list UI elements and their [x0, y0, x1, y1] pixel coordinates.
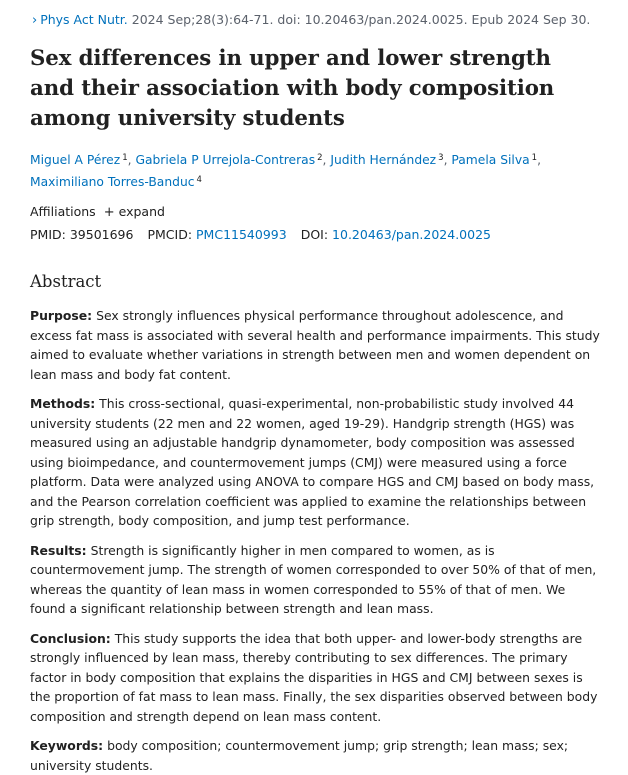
purpose-text: Sex strongly influences physical performance throughout adolescence, and excess fat mass is associated with several health and performance impairments. This study aimed to evaluate whether variations in strength between men and women dependent on lean mass and body fat content.	[30, 308, 600, 382]
expand-affiliations-button[interactable]	[104, 204, 165, 219]
identifiers-row	[30, 225, 602, 245]
pmcid-link[interactable]: PMC11540993	[196, 227, 287, 242]
author-link[interactable]: Gabriela P Urrejola-Contreras	[135, 153, 316, 167]
journal-link[interactable]: Phys Act Nutr.	[40, 12, 128, 27]
author-affiliation-number[interactable]: 1	[531, 153, 538, 163]
methods-label: Methods:	[30, 396, 96, 411]
results-label: Results:	[30, 542, 87, 558]
citation-doi[interactable]: 10.20463/pan.2024.0025	[304, 12, 464, 27]
citation-epub: . Epub 2024 Sep 30.	[463, 12, 591, 27]
abstract-conclusion	[30, 629, 604, 727]
doi-label: DOI:	[300, 227, 329, 242]
author-5	[30, 175, 202, 189]
conclusion-label: Conclusion:	[30, 630, 111, 646]
expand-label: expand	[118, 204, 165, 219]
abstract-methods	[30, 394, 604, 531]
author-4: Pamela Silva $^1$,	[451, 153, 542, 167]
chevron-right-icon[interactable]: ›	[32, 13, 38, 28]
author-link[interactable]: Miguel A Pérez	[30, 153, 121, 167]
author-link[interactable]: Maximiliano Torres-Banduc	[30, 175, 195, 189]
pmid-label: PMID:	[30, 227, 66, 242]
author-affiliation-number[interactable]: 2	[317, 153, 323, 163]
author-affiliation-number[interactable]: 3	[438, 153, 444, 163]
affiliations-label: Affiliations	[30, 204, 96, 219]
author-2: Gabriela P Urrejola-Contreras $^2$,	[135, 153, 331, 167]
results-text: Strength is significantly higher in men compared to women, as is countermovement jump. The strength of women corresponded to over 50% of that of men, whereas the quantity of lean mass in women corresponded to 55% of that of men. We found a significant relationship between strength and lean mass.	[30, 542, 597, 616]
citation-line	[32, 10, 602, 31]
affiliations-row	[30, 202, 602, 223]
abstract-purpose	[30, 306, 604, 384]
abstract-results	[30, 541, 604, 619]
author-affiliation-number[interactable]: 1	[122, 153, 128, 163]
methods-text: This cross-sectional, quasi-experimental, non-probabilistic study involved 44 university students (22 men and 22 women, aged 19-29). Handgrip strength (HGS) was measured using an adjustable handgrip dynamometer, body composition was assessed using bioimpedance, and countermovement jumps (CMJ) were measured using a force platform. Data were analyzed using ANOVA to compare HGS and CMJ based on body mass, and the Pearson correlation coefficient was applied to examine the relationships between grip strength, body composition, and jump test performance.	[30, 396, 595, 528]
article-title: Sex differences in upper and lower strength and their association with body composition among university students	[30, 46, 555, 131]
author-3: Judith Hernández $^3$,	[330, 153, 452, 167]
author-link[interactable]: Pamela Silva	[451, 153, 530, 167]
authors-list	[30, 148, 590, 192]
author-affiliation-number[interactable]: 4	[196, 175, 202, 185]
author-link[interactable]: Judith Hernández	[330, 153, 437, 167]
citation-details: 2024 Sep;28(3):64-71. doi:	[127, 12, 305, 27]
conclusion-text: This study supports the idea that both upper- and lower-body strengths are strongly influenced by lean mass, thereby contributing to sex differences. The primary factor in body composition that explains the disparities in HGS and CMJ between sexes is the proportion of fat mass to lean mass. Finally, the sex disparities observed between body composition and strength depend on lean mass content.	[30, 630, 598, 724]
plus-icon: +	[103, 205, 115, 220]
author-1: Miguel A Pérez $^1$,	[30, 153, 136, 167]
keywords-text: body composition; countermovement jump; grip strength; lean mass; sex; university students.	[30, 738, 569, 773]
keywords-label: Keywords:	[30, 738, 104, 753]
doi-link[interactable]: 10.20463/pan.2024.0025	[332, 227, 491, 242]
pmcid-label: PMCID:	[147, 227, 193, 242]
abstract-heading: Abstract	[30, 272, 102, 291]
pmid-value: 39501696	[69, 227, 134, 242]
purpose-label: Purpose:	[30, 308, 93, 323]
